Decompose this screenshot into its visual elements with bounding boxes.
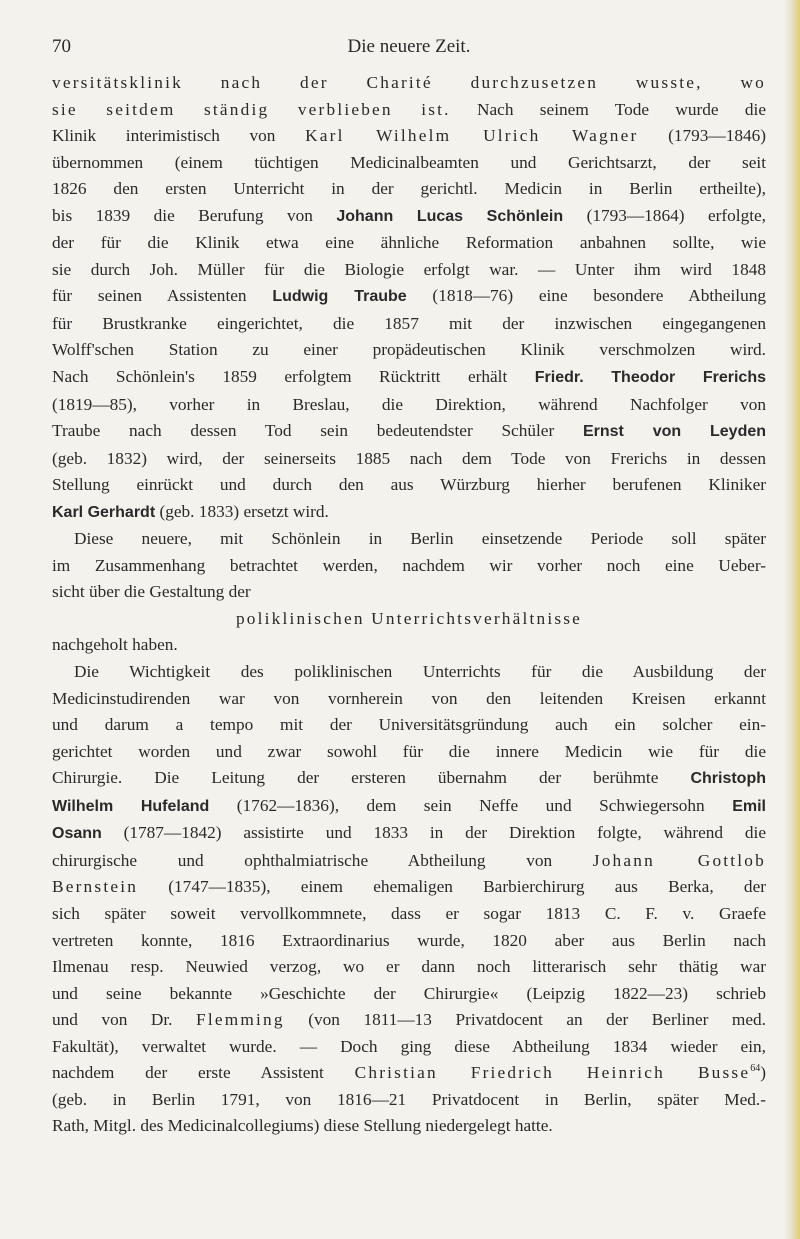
text-run: Traube nach dessen Tod sein bedeutendster Schüler	[52, 421, 583, 441]
text-run: (1793—1864) erfolgte,	[563, 205, 766, 225]
text-run: Medicinstudirenden war von vornherein von den leitenden Kreisen erkannt	[52, 688, 766, 708]
text-line	[52, 606, 766, 633]
text-run: Nach seinem Tode wurde die	[450, 99, 766, 119]
text-run: Wolff'schen Station zu einer propädeutischen Klinik verschmolzen wird.	[52, 340, 766, 360]
text-line	[52, 230, 766, 257]
name-emphasis: Friedr. Theodor Frerichs	[534, 369, 766, 387]
text-line	[52, 283, 766, 311]
text-run: und seine bekannte »Geschichte der Chirurgie« (Leipzig 1822—23) schrieb	[52, 983, 766, 1003]
text-line	[52, 1087, 766, 1114]
text-line	[52, 1060, 766, 1087]
footnote-ref: 64	[750, 1063, 761, 1075]
text-run: 1826 den ersten Unterricht in der gerichtl. Medicin in Berlin ertheilte),	[52, 179, 766, 199]
text-line	[52, 1034, 766, 1061]
text-line	[52, 364, 766, 392]
text-line	[52, 712, 766, 739]
text-line	[52, 820, 766, 848]
name-emphasis: Ernst von Leyden	[582, 423, 767, 441]
name-emphasis: Emil	[732, 797, 766, 815]
text-line	[52, 954, 766, 981]
text-line	[52, 579, 766, 606]
text-run: nachdem der erste Assistent	[52, 1063, 355, 1083]
text-line	[52, 499, 766, 527]
text-line	[52, 203, 766, 231]
text-line	[52, 659, 766, 686]
text-line	[52, 311, 766, 338]
text-run: und von Dr.	[52, 1010, 197, 1030]
text-line	[52, 632, 766, 659]
text-line	[52, 928, 766, 955]
text-line	[52, 257, 766, 284]
text-line	[52, 123, 766, 150]
text-run: gerichtet worden und zwar sowohl für die innere Medicin wie für die	[52, 741, 766, 761]
text-run: Stellung einrückt und durch den aus Würzburg hierher berufenen Kliniker	[52, 475, 766, 495]
page-edge-shading	[784, 0, 800, 1239]
text-run: nachgeholt haben.	[52, 635, 178, 655]
name-emphasis: Osann	[52, 825, 102, 843]
text-run: chirurgische und ophthalmiatrische Abtheilung von	[52, 850, 593, 870]
text-line	[52, 981, 766, 1008]
text-run: Fakultät), verwaltet wurde. — Doch ging diese Abtheilung 1834 wieder ein,	[52, 1036, 766, 1056]
text-line	[52, 901, 766, 928]
text-line	[52, 150, 766, 177]
text-run: (1819—85), vorher in Breslau, die Direktion, während Nachfolger von	[52, 394, 766, 414]
text-line	[52, 765, 766, 793]
name-emphasis: Christoph	[690, 770, 766, 788]
text-run: im Zusammenhang betrachtet werden, nachdem wir vorher noch eine Ueber-	[52, 555, 766, 575]
text-line	[52, 70, 766, 97]
text-run: (1787—1842) assistirte und 1833 in der Direktion folgte, während die	[101, 823, 766, 843]
spaced-text: sie seitdem ständig verblieben ist.	[52, 99, 451, 119]
text-run: übernommen (einem tüchtigen Medicinalbeamten und Gerichtsarzt, der seit	[52, 152, 766, 172]
spaced-text: Bernstein	[52, 877, 139, 897]
text-run: Nach Schönlein's 1859 erfolgtem Rücktritt erhält	[52, 367, 535, 387]
book-page	[52, 0, 767, 1136]
text-run: der für die Klinik etwa eine ähnliche Reformation anbahnen sollte, wie	[52, 233, 766, 253]
text-line	[52, 1007, 766, 1034]
text-run: (geb. 1833) ersetzt wird.	[155, 501, 329, 521]
name-emphasis: Johann Lucas Schönlein	[336, 207, 564, 225]
name-emphasis: Ludwig Traube	[272, 288, 407, 306]
text-run: vertreten konnte, 1816 Extraordinarius wurde, 1820 aber aus Berlin nach	[52, 930, 766, 950]
text-run: Chirurgie. Die Leitung der ersteren übernahm der berühmte	[52, 768, 691, 788]
text-run: (von 1811—13 Privatdocent an der Berliner med.	[284, 1010, 766, 1030]
text-line	[52, 526, 766, 553]
name-emphasis: Karl Gerhardt	[52, 503, 156, 521]
text-run: Rath, Mitgl. des Medicinalcollegiums) diese Stellung niedergelegt hatte.	[52, 1116, 553, 1136]
text-line	[52, 848, 766, 875]
text-line	[52, 418, 766, 446]
text-run: (geb. 1832) wird, der seinerseits 1885 nach dem Tode von Frerichs in dessen	[52, 448, 766, 468]
text-run: für seinen Assistenten	[52, 286, 273, 306]
text-run: Ilmenau resp. Neuwied verzog, wo er dann noch litterarisch sehr thätig war	[52, 957, 766, 977]
spaced-text: Karl Wilhelm Ulrich Wagner	[305, 126, 639, 146]
text-line	[52, 553, 766, 580]
text-run: Klinik interimistisch von	[52, 126, 306, 146]
spaced-text: Christian Friedrich Heinrich Busse	[354, 1063, 751, 1083]
text-run: (1818—76) eine besondere Abtheilung	[406, 286, 766, 306]
text-line	[52, 446, 766, 473]
text-run: (1762—1836), dem sein Neffe und Schwiegersohn	[209, 795, 733, 815]
spaced-text: poliklinischen Unterrichtsverhältnisse	[235, 608, 583, 628]
text-run: )	[760, 1063, 766, 1083]
text-line	[52, 793, 766, 821]
page-number: 70	[52, 36, 71, 57]
text-line	[52, 176, 766, 203]
text-run: für Brustkranke eingerichtet, die 1857 mit der inzwischen eingegangenen	[52, 313, 766, 333]
spaced-text: versitätsklinik nach der Charité durchzusetzen wusste, wo	[52, 73, 766, 92]
text-run: sie durch Joh. Müller für die Biologie erfolgt war. — Unter ihm wird 1848	[52, 259, 766, 279]
page-header	[52, 0, 766, 64]
spaced-text: Johann Gottlob	[592, 850, 766, 870]
name-emphasis: Wilhelm Hufeland	[52, 797, 210, 815]
text-line	[52, 686, 766, 713]
body-text	[52, 70, 766, 1140]
text-run: Diese neuere, mit Schönlein in Berlin einsetzende Periode soll später	[74, 529, 766, 549]
text-line	[52, 472, 766, 499]
text-run: sicht über die Gestaltung der	[52, 582, 251, 602]
text-run: sich später soweit vervollkommnete, dass er sogar 1813 C. F. v. Graefe	[52, 903, 766, 923]
text-run: (1793—1846)	[638, 126, 767, 146]
text-line	[52, 337, 766, 364]
text-run: (1747—1835), einem ehemaligen Barbierchirurg aus Berka, der	[138, 877, 766, 897]
text-run: Die Wichtigkeit des poliklinischen Unterrichts für die Ausbildung der	[74, 662, 766, 682]
text-line	[52, 392, 766, 419]
text-line	[52, 874, 766, 901]
text-run: und darum a tempo mit der Universitätsgründung auch ein solcher ein-	[52, 715, 766, 735]
running-title: Die neuere Zeit.	[347, 36, 471, 57]
text-line	[52, 97, 766, 124]
text-line	[52, 739, 766, 766]
text-run: bis 1839 die Berufung von	[52, 205, 337, 225]
text-run: (geb. in Berlin 1791, von 1816—21 Privatdocent in Berlin, später Med.-	[52, 1089, 766, 1109]
text-line	[52, 1113, 766, 1140]
spaced-text: Flemming	[196, 1010, 285, 1030]
